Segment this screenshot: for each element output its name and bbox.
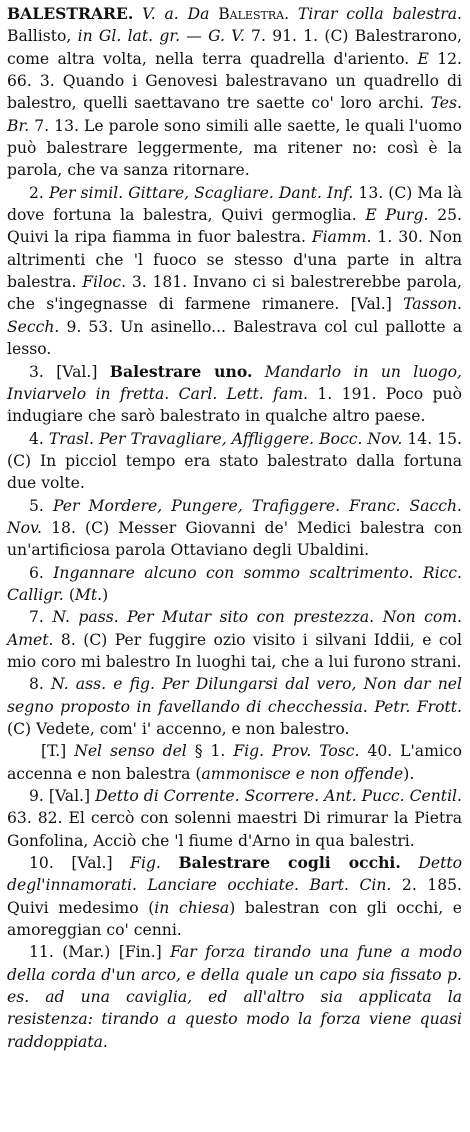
entry-sense-7 bbox=[7, 606, 462, 673]
entry-text-segment: BALESTRARE. bbox=[7, 4, 134, 23]
entry-text-segment: 10. [Val.] bbox=[29, 854, 131, 873]
entry-text-segment: Nel senso del bbox=[74, 742, 187, 761]
entry-text-segment: 8. bbox=[29, 675, 52, 694]
entry-text-segment: 14. 15. (C) In picciol tempo era stato balestrato dalla fortuna due volte. bbox=[7, 429, 463, 493]
entry-text-segment: N. ass. e fig. Per Dilungarsi dal vero, Non dar nel segno proposto in favellando di checchessia. Petr. Frott. bbox=[7, 675, 462, 716]
entry-text-segment bbox=[252, 363, 264, 381]
entry-text-segment: Balestra bbox=[218, 5, 285, 23]
entry-text-segment: 9. 53. Un asinello... Balestrava col cul pallotte a lesso. bbox=[7, 317, 462, 359]
entry-text-segment: ammonisce e non offende bbox=[201, 764, 404, 783]
entry-text-segment: Per simil. Gittare, Scagliare. Dant. Inf. bbox=[48, 183, 354, 202]
entry-text-segment: 2. bbox=[29, 183, 49, 202]
entry-text-segment: Balestrare cogli occhi. bbox=[178, 853, 401, 873]
entry-text-segment: 3. [Val.] bbox=[29, 362, 110, 381]
entry-text-segment: N. pass. Per Mutar sito con prestezza. Non com. Amet. bbox=[7, 608, 462, 649]
entry-text-segment: ) bbox=[102, 585, 109, 604]
entry-text-segment: Trasl. Per Travagliare, Affliggere. Bocc. Nov. bbox=[48, 429, 403, 448]
entry-text-segment: 63. 82. El cercò con solenni maestri Di rimurar la Pietra Gonfolina, Acciò che 'l fiume d'Arno in qua balestri. bbox=[7, 809, 462, 850]
entry-text-segment: Per Mordere, Pungere, Trafiggere. Franc. Sacch. Nov. bbox=[7, 496, 462, 537]
entry-intro bbox=[7, 3, 462, 182]
entry-sense-6 bbox=[7, 562, 462, 607]
entry-sense-11 bbox=[7, 941, 462, 1053]
entry-text-segment: ). bbox=[403, 764, 415, 783]
entry-sense-2 bbox=[7, 182, 462, 361]
entry-text-segment: 18. (C) Messer Giovanni de' Medici balestra con un'artificiosa parola Ottaviano degli Ubaldini. bbox=[7, 518, 462, 560]
entry-text-segment: 4. bbox=[29, 429, 49, 448]
entry-text-segment: Balestrare uno. bbox=[109, 361, 253, 381]
entry-text-segment: E Purg. bbox=[365, 206, 429, 225]
entry-text-segment bbox=[161, 854, 179, 872]
entry-text-segment: in chiesa bbox=[154, 898, 230, 917]
entry-text-segment: 11. (Mar.) [Fin.] bbox=[29, 943, 171, 962]
entry-text-segment: ) balestran con gli occhi, e amoreggian co' cenni. bbox=[7, 898, 463, 940]
entry-text-segment: . Ballisto, bbox=[7, 5, 462, 46]
entry-sense-9 bbox=[7, 785, 462, 852]
entry-text-segment: 7. 13. Le parole sono simili alle saette, le quali l'uomo può balestrare leggermente, ma ritener no: così è la parola, che va sanza ritornare. bbox=[7, 116, 462, 180]
entry-text-segment: [T.] bbox=[41, 742, 75, 761]
entry-text-segment: Fig. bbox=[130, 854, 161, 873]
entry-text-segment: 2. 185. Quivi medesimo ( bbox=[7, 876, 463, 917]
entry-sense-8 bbox=[7, 673, 462, 740]
entry-text-segment: E bbox=[417, 49, 429, 68]
entry-text-segment: 12. 66. 3. Quando i Genovesi balestravano un quadrello di balestro, quelli saettavano tre saette co' loro archi. bbox=[7, 49, 462, 113]
entry-text-segment: § 1. bbox=[186, 742, 234, 761]
entry-text-segment: 25. Quivi la ripa fiamma in fuor balestra. bbox=[7, 206, 462, 247]
entry-text-segment: Mt. bbox=[74, 585, 103, 604]
entry-text-segment: Fiamm. bbox=[311, 228, 372, 247]
entry-sense-5 bbox=[7, 495, 462, 562]
entry-text-segment: Far forza tirando una fune a modo della corda d'un arco, e della quale un capo sia fissato p. es. ad una caviglia, ed all'altro sia applicata la resistenza: tirando a questo modo la forza viene quasi raddoppiata. bbox=[7, 943, 463, 1051]
entry-text-segment bbox=[133, 5, 142, 23]
entry-text-segment: Tirar colla balestra bbox=[297, 5, 458, 23]
entry-text-segment: 13. (C) Ma là dove fortuna la balestra, Quivi germoglia. bbox=[7, 183, 462, 225]
entry-text-segment: Tes. Br. bbox=[7, 94, 462, 135]
entry-text-segment: Mandarlo in un luogo, Inviarvelo in fretta. Carl. Lett. fam. bbox=[7, 362, 463, 403]
entry-text-segment: 1. 30. Non altrimenti che 'l fuoco se stesso d'una parte in altra balestra. bbox=[7, 228, 462, 292]
entry-text-segment: Detto di Corrente. Scorrere. Ant. Pucc. Centil. bbox=[95, 787, 462, 806]
entry-text-segment: 1. 191. Poco può indugiare che sarò balestrato in qualche altro paese. bbox=[7, 384, 462, 426]
entry-sense-3 bbox=[7, 361, 462, 428]
entry-text-segment: (C) Vedete, com' i' accenno, e non balestro. bbox=[7, 720, 350, 738]
entry-text-segment: ( bbox=[63, 585, 75, 604]
entry-text-segment: 6. bbox=[29, 563, 54, 582]
entry-text-segment: Ingannare alcuno con sommo scaltrimento. Ricc. Calligr. bbox=[7, 563, 462, 604]
entry-text-segment: 7. bbox=[29, 608, 53, 627]
entry-text-segment: 3. 181. Invano ci si balestrerebbe parola, che s'ingegnasse di farmene rimanere. [Val.] bbox=[7, 273, 462, 314]
entry-text-segment: Detto degl'innamorati. Lanciare occhiate. Bart. Cin. bbox=[7, 854, 463, 895]
entry-text-segment: Fig. Prov. Tosc. bbox=[233, 742, 360, 761]
entry-text-segment: Tasson. Secch. bbox=[7, 295, 462, 336]
entry-sense-8-t bbox=[7, 740, 462, 785]
entry-text-segment: 5. bbox=[29, 496, 53, 515]
entry-sense-10 bbox=[7, 852, 462, 941]
entry-text-segment: 40. L'amico accenna e non balestra ( bbox=[7, 742, 462, 783]
entry-text-segment: 7. 91. 1. (C) Balestrarono, come altra volta, nella terra quadrella d'ariento. bbox=[7, 27, 462, 68]
entry-text-segment: . bbox=[284, 5, 298, 23]
entry-text-segment: 9. [Val.] bbox=[29, 787, 96, 806]
entry-text-segment: V. a. Da bbox=[142, 5, 219, 23]
entry-text-segment: Filoc. bbox=[82, 273, 127, 292]
entry-sense-4 bbox=[7, 428, 462, 495]
entry-text-segment bbox=[401, 854, 419, 872]
entry-text-segment: 8. (C) Per fuggire ozio visito i silvani Iddii, e col mio coro mi balestro In luoghi tai, che a lui furono strani. bbox=[7, 630, 462, 671]
entry-text-segment: in Gl. lat. gr. — G. V. bbox=[77, 27, 245, 46]
